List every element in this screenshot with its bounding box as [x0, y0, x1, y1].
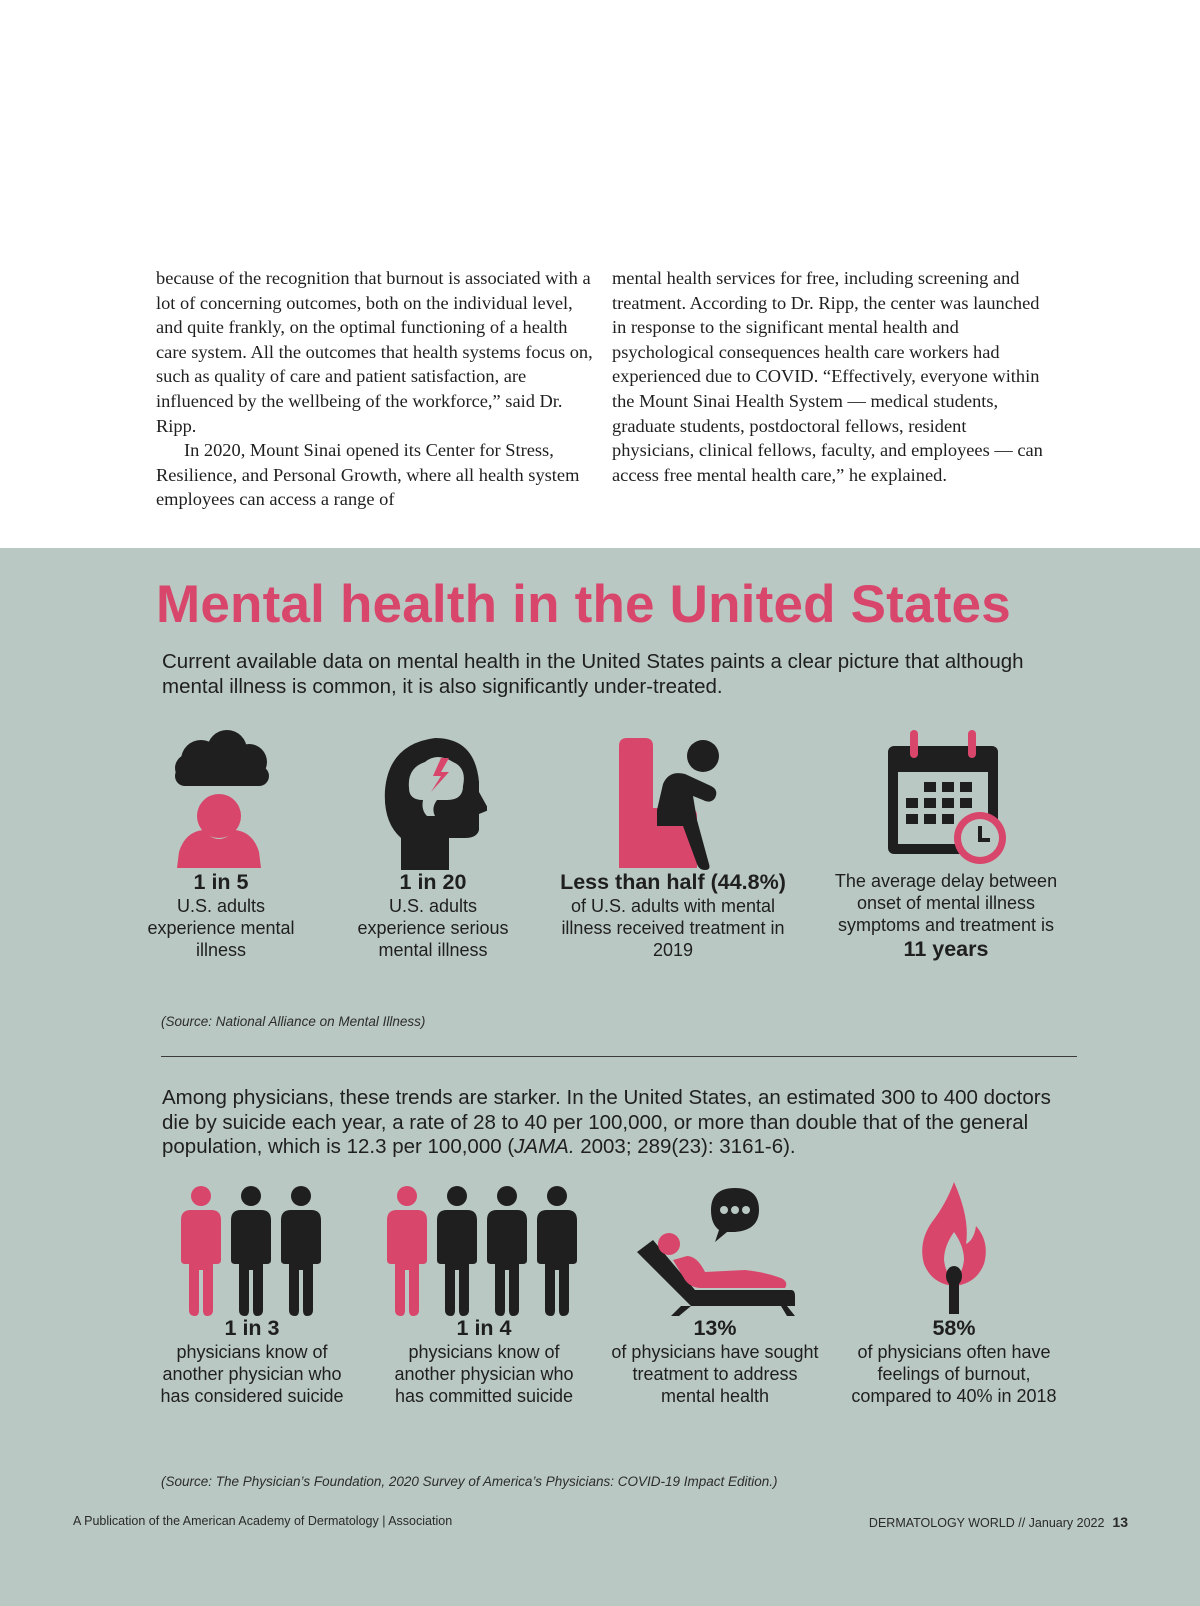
- article-paragraph: In 2020, Mount Sinai opened its Center for Stress, Resilience, and Personal Growth, where all health system employees can access a range of: [156, 440, 580, 510]
- stat-label: physicians know of another physician who has committed suicide: [394, 1342, 574, 1406]
- infographic-panel: [0, 548, 1200, 1606]
- stat-label: U.S. adults experience mental illness: [147, 896, 295, 960]
- infographic-intro: Current available data on mental health in the United States paints a clear picture that although mental illness is common, it is also significantly under-treated.: [162, 650, 1024, 698]
- stat-label: of U.S. adults with mental illness received treatment in 2019: [561, 896, 785, 960]
- footer-issue: [869, 1514, 1128, 1530]
- stat-1-in-20: [349, 730, 517, 961]
- stat-label: U.S. adults experience serious mental illness: [357, 896, 509, 960]
- footer-publication: A Publication of the American Academy of Dermatology | Association: [73, 1514, 453, 1528]
- stat-label: of physicians have sought treatment to address mental health: [611, 1342, 819, 1406]
- article-column-left: [156, 266, 596, 512]
- stat-value: 58%: [932, 1316, 976, 1340]
- stat-value: 1 in 4: [456, 1316, 512, 1340]
- section-divider: [161, 1056, 1077, 1057]
- stat-label: physicians know of another physician who has considered suicide: [160, 1342, 344, 1406]
- three-people-icon: [177, 1182, 327, 1316]
- article-paragraph: because of the recognition that burnout is associated with a lot of concerning outcomes, both on the individual level, and quite frankly, on the optimal functioning of a health care system. All the outcomes that health systems focus on, such as quality of care and patient satisfaction, are influenced by the wellbeing of the workforce,” said Dr. Ripp.: [156, 268, 593, 436]
- stat-less-than-half: [554, 730, 792, 961]
- head-brain-icon: [379, 730, 487, 870]
- stat-1-in-5: [147, 730, 295, 961]
- page-number: 13: [1112, 1514, 1128, 1530]
- infographic-title: Mental health in the United States: [156, 575, 1011, 634]
- paragraph-text: 2003; 289(23): 3161-6).: [574, 1135, 796, 1159]
- journal-name: JAMA.: [514, 1135, 575, 1159]
- stat-value: 1 in 5: [193, 870, 249, 894]
- person-in-chair-icon: [613, 730, 733, 870]
- stat-value: Less than half (44.8%): [560, 870, 786, 894]
- stat-label: of physicians often have feelings of burnout, compared to 40% in 2018: [851, 1342, 1057, 1406]
- stat-label: The average delay between onset of mental illness symptoms and treatment is: [834, 871, 1058, 935]
- therapy-couch-icon: [635, 1182, 795, 1316]
- paragraph-text: Among physicians, these trends are starker. In the United States, an estimated 300 to 400 doctors die by suicide each year, a rate of 28 to 40 per 100,000, or more than double that of the general population, which is 12.3 per 100,000 (: [162, 1086, 1051, 1159]
- person-rain-cloud-icon: [167, 730, 275, 870]
- stat-value: 1 in 3: [224, 1316, 280, 1340]
- physicians-paragraph: [162, 1086, 1082, 1160]
- article-column-right: [612, 266, 1052, 487]
- stat-13-percent: [610, 1182, 820, 1407]
- stat-value: 1 in 20: [399, 870, 467, 894]
- burning-match-icon: [914, 1182, 994, 1316]
- stat-1-in-4: [378, 1182, 590, 1407]
- stat-58-percent: [840, 1182, 1068, 1407]
- stat-value: 13%: [693, 1316, 737, 1340]
- article-body: [0, 266, 1200, 518]
- stat-1-in-3: [152, 1182, 352, 1407]
- article-paragraph: mental health services for free, including screening and treatment. According to Dr. Ripp, the center was launched in response to the significant mental health and psychological consequences health care workers had experienced due to COVID. “Effectively, everyone within the Mount Sinai Health System — medical students, graduate students, postdoctoral fellows, resident physicians, clinical fellows, faculty, and employees — can access free mental health care,” he explained.: [612, 268, 1043, 485]
- calendar-clock-icon: [884, 730, 1008, 870]
- stat-11-years: [820, 730, 1072, 962]
- stat-value: 11 years: [903, 937, 989, 961]
- four-people-icon: [385, 1182, 583, 1316]
- source-note: (Source: The Physician’s Foundation, 2020 Survey of America’s Physicians: COVID-19 Impact Edition.): [161, 1474, 778, 1489]
- source-note: (Source: National Alliance on Mental Illness): [161, 1014, 426, 1029]
- footer-magazine: DERMATOLOGY WORLD // January 2022: [868, 1516, 1105, 1530]
